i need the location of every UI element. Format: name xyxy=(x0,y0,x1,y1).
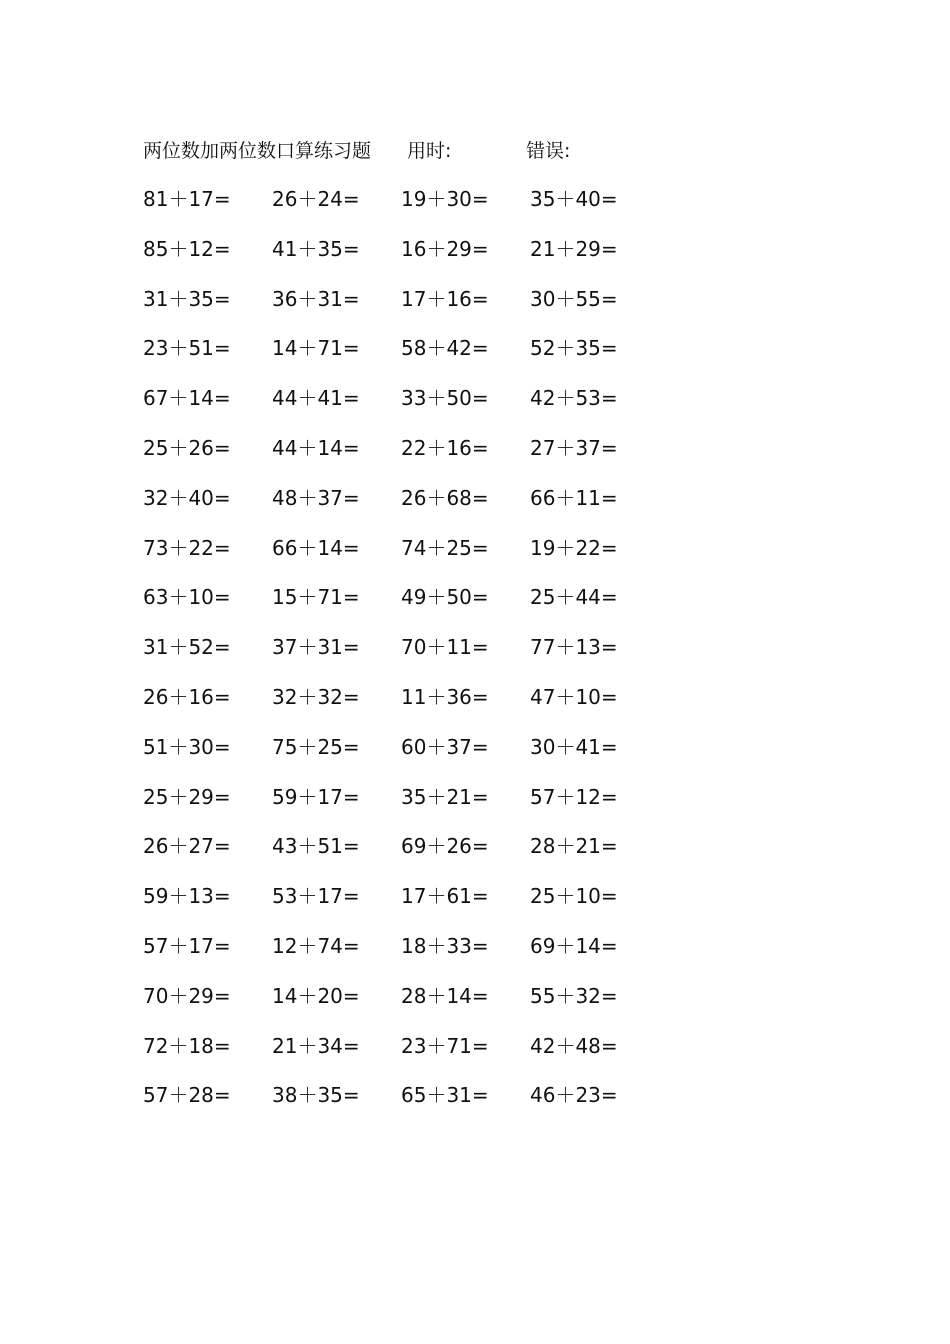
problem: 57＋12= xyxy=(530,784,618,809)
problem: 58＋42= xyxy=(401,336,489,361)
problem: 74＋25= xyxy=(401,535,489,560)
problem-row xyxy=(143,582,663,632)
problem-row xyxy=(143,433,663,483)
problem: 15＋71= xyxy=(272,585,360,610)
problem: 53＋17= xyxy=(272,884,360,909)
problem: 66＋11= xyxy=(530,485,618,510)
problem: 28＋21= xyxy=(530,834,618,859)
problem: 30＋41= xyxy=(530,734,618,759)
problem: 32＋32= xyxy=(272,684,360,709)
problem: 75＋25= xyxy=(272,734,360,759)
problem: 60＋37= xyxy=(401,734,489,759)
problem: 77＋13= xyxy=(530,635,618,660)
problem: 70＋29= xyxy=(143,983,231,1008)
problem: 85＋12= xyxy=(143,236,231,261)
problem: 28＋14= xyxy=(401,983,489,1008)
problem-row xyxy=(143,533,663,583)
problem: 51＋30= xyxy=(143,734,231,759)
problem: 38＋35= xyxy=(272,1083,360,1108)
problem: 69＋14= xyxy=(530,933,618,958)
problem: 25＋29= xyxy=(143,784,231,809)
problem: 35＋21= xyxy=(401,784,489,809)
problem: 26＋16= xyxy=(143,684,231,709)
problem-row xyxy=(143,1031,663,1081)
problem: 14＋71= xyxy=(272,336,360,361)
problem: 25＋44= xyxy=(530,585,618,610)
problem: 35＋40= xyxy=(530,187,618,211)
errors-label: 错误: xyxy=(526,140,571,162)
problem-row xyxy=(143,333,663,383)
problem: 42＋53= xyxy=(530,386,618,411)
problem: 42＋48= xyxy=(530,1033,618,1058)
problem: 69＋26= xyxy=(401,834,489,859)
time-label: 用时: xyxy=(407,140,452,162)
problem: 44＋14= xyxy=(272,435,360,460)
problem: 21＋29= xyxy=(530,236,618,261)
problem: 18＋33= xyxy=(401,933,489,958)
problem: 25＋26= xyxy=(143,435,231,460)
problem: 59＋13= xyxy=(143,884,231,909)
problem: 57＋28= xyxy=(143,1083,231,1108)
problem: 26＋68= xyxy=(401,485,489,510)
problem-row xyxy=(143,383,663,433)
problem: 16＋29= xyxy=(401,236,489,261)
problem: 32＋40= xyxy=(143,485,231,510)
problem: 27＋37= xyxy=(530,435,618,460)
problem: 66＋14= xyxy=(272,535,360,560)
problem-row xyxy=(143,881,663,931)
problem-row xyxy=(143,931,663,981)
problem: 33＋50= xyxy=(401,386,489,411)
problem: 26＋27= xyxy=(143,834,231,859)
problem: 43＋51= xyxy=(272,834,360,859)
problem: 26＋24= xyxy=(272,187,360,211)
problem-row xyxy=(143,632,663,682)
problem: 21＋34= xyxy=(272,1033,360,1058)
problem-row xyxy=(143,831,663,881)
problem: 72＋18= xyxy=(143,1033,231,1058)
problem: 57＋17= xyxy=(143,933,231,958)
problem: 36＋31= xyxy=(272,286,360,311)
problem: 11＋36= xyxy=(401,684,489,709)
problem-row xyxy=(143,1080,663,1130)
problem: 25＋10= xyxy=(530,884,618,909)
problem: 31＋35= xyxy=(143,286,231,311)
problem: 22＋16= xyxy=(401,435,489,460)
problem-row xyxy=(143,981,663,1031)
problem: 59＋17= xyxy=(272,784,360,809)
problem: 37＋31= xyxy=(272,635,360,660)
problem: 44＋41= xyxy=(272,386,360,411)
problem: 14＋20= xyxy=(272,983,360,1008)
problem: 65＋31= xyxy=(401,1083,489,1108)
problem-row xyxy=(143,732,663,782)
problem: 23＋71= xyxy=(401,1033,489,1058)
problem: 63＋10= xyxy=(143,585,231,610)
problem-row xyxy=(143,284,663,334)
problem-row xyxy=(143,782,663,832)
problem: 73＋22= xyxy=(143,535,231,560)
problem: 47＋10= xyxy=(530,684,618,709)
problem-row xyxy=(143,682,663,732)
problem-row xyxy=(143,184,663,234)
problem: 52＋35= xyxy=(530,336,618,361)
problem: 23＋51= xyxy=(143,336,231,361)
problem: 31＋52= xyxy=(143,635,231,660)
problem: 19＋22= xyxy=(530,535,618,560)
problem: 49＋50= xyxy=(401,585,489,610)
problem: 17＋61= xyxy=(401,884,489,909)
problem: 81＋17= xyxy=(143,187,231,211)
problem-grid xyxy=(143,184,663,1130)
problem-row xyxy=(143,483,663,533)
problem: 55＋32= xyxy=(530,983,618,1008)
problem: 41＋35= xyxy=(272,236,360,261)
problem: 30＋55= xyxy=(530,286,618,311)
problem: 12＋74= xyxy=(272,933,360,958)
problem: 48＋37= xyxy=(272,485,360,510)
problem: 70＋11= xyxy=(401,635,489,660)
problem: 46＋23= xyxy=(530,1083,618,1108)
worksheet-title: 两位数加两位数口算练习题 xyxy=(143,140,372,162)
problem-row xyxy=(143,234,663,284)
problem: 19＋30= xyxy=(401,187,489,211)
problem: 17＋16= xyxy=(401,286,489,311)
problem: 67＋14= xyxy=(143,386,231,411)
